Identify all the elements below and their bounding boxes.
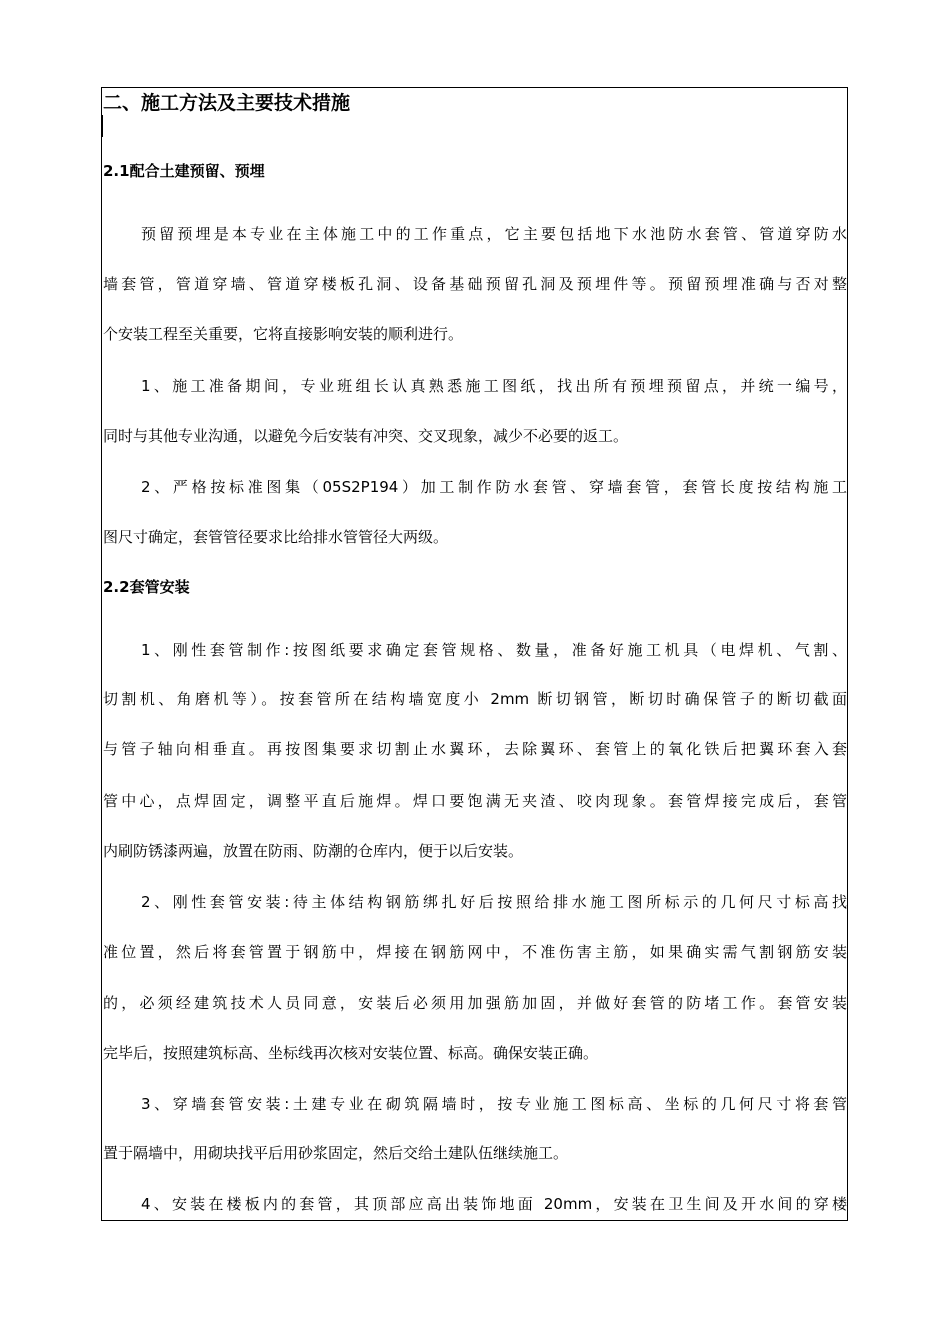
paragraph-line: 3、穿墙套管安装:土建专业在砌筑隔墙时，按专业施工图标高、坐标的几何尺寸将套管 <box>141 1095 847 1113</box>
paragraph-line: 图尺寸确定，套管管径要求比给排水管管径大两级。 <box>103 528 449 546</box>
section-title: 二、施工方法及主要技术措施 <box>103 92 351 114</box>
paragraph-line: 2、刚性套管安装:待主体结构钢筋绑扎好后按照给排水施工图所标示的几何尺寸标高找 <box>141 893 847 911</box>
paragraph-line: 准位置，然后将套管置于钢筋中，焊接在钢筋网中，不准伤害主筋，如果确实需气割钢筋安装 <box>103 943 847 961</box>
paragraph-line: 完毕后，按照建筑标高、坐标线再次核对安装位置、标高。确保安装正确。 <box>103 1044 599 1062</box>
paragraph-line: 同时与其他专业沟通，以避免今后安装有冲突、交叉现象，减少不必要的返工。 <box>103 427 629 445</box>
paragraph-line: 预留预埋是本专业在主体施工中的工作重点，它主要包括地下水池防水套管、管道穿防水 <box>141 225 847 243</box>
paragraph-line: 墙套管，管道穿墙、管道穿楼板孔洞、设备基础预留孔洞及预埋件等。预留预埋准确与否对整 <box>103 275 847 293</box>
paragraph-line: 的，必须经建筑技术人员同意，安装后必须用加强筋加固，并做好套管的防堵工作。套管安装 <box>103 994 847 1012</box>
paragraph-line: 1、刚性套管制作:按图纸要求确定套管规格、数量，准备好施工机具（电焊机、气割、 <box>141 641 847 659</box>
paragraph-line: 置于隔墙中，用砌块找平后用砂浆固定，然后交给土建队伍继续施工。 <box>103 1144 569 1162</box>
heading-2-1: 2.1配合土建预留、预埋 <box>103 162 265 180</box>
paragraph-line: 2、严格按标准图集（05S2P194）加工制作防水套管、穿墙套管，套管长度按结构施工 <box>141 478 847 496</box>
frame-tick-left <box>102 115 103 137</box>
paragraph-line: 管中心，点焊固定，调整平直后施焊。焊口要饱满无夹渣、咬肉现象。套管焊接完成后，套管 <box>103 792 847 810</box>
paragraph-line: 内刷防锈漆两遍，放置在防雨、防潮的仓库内，便于以后安装。 <box>103 842 524 860</box>
paragraph-line: 4、安装在楼板内的套管，其顶部应高出装饰地面 20mm，安装在卫生间及开水间的穿楼 <box>141 1195 847 1213</box>
heading-2-2: 2.2套管安装 <box>103 578 190 596</box>
paragraph-line: 与管子轴向相垂直。再按图集要求切割止水翼环，去除翼环、套管上的氧化铁后把翼环套入套 <box>103 740 847 758</box>
frame-tick-right <box>847 115 848 137</box>
paragraph-line: 个安装工程至关重要，它将直接影响安装的顺利进行。 <box>103 325 464 343</box>
paragraph-line: 切割机、角磨机等）。按套管所在结构墙宽度小 2mm 断切钢管，断切时确保管子的断切截面 <box>103 690 847 708</box>
paragraph-line: 1、施工准备期间，专业班组长认真熟悉施工图纸，找出所有预埋预留点，并统一编号， <box>141 377 847 395</box>
